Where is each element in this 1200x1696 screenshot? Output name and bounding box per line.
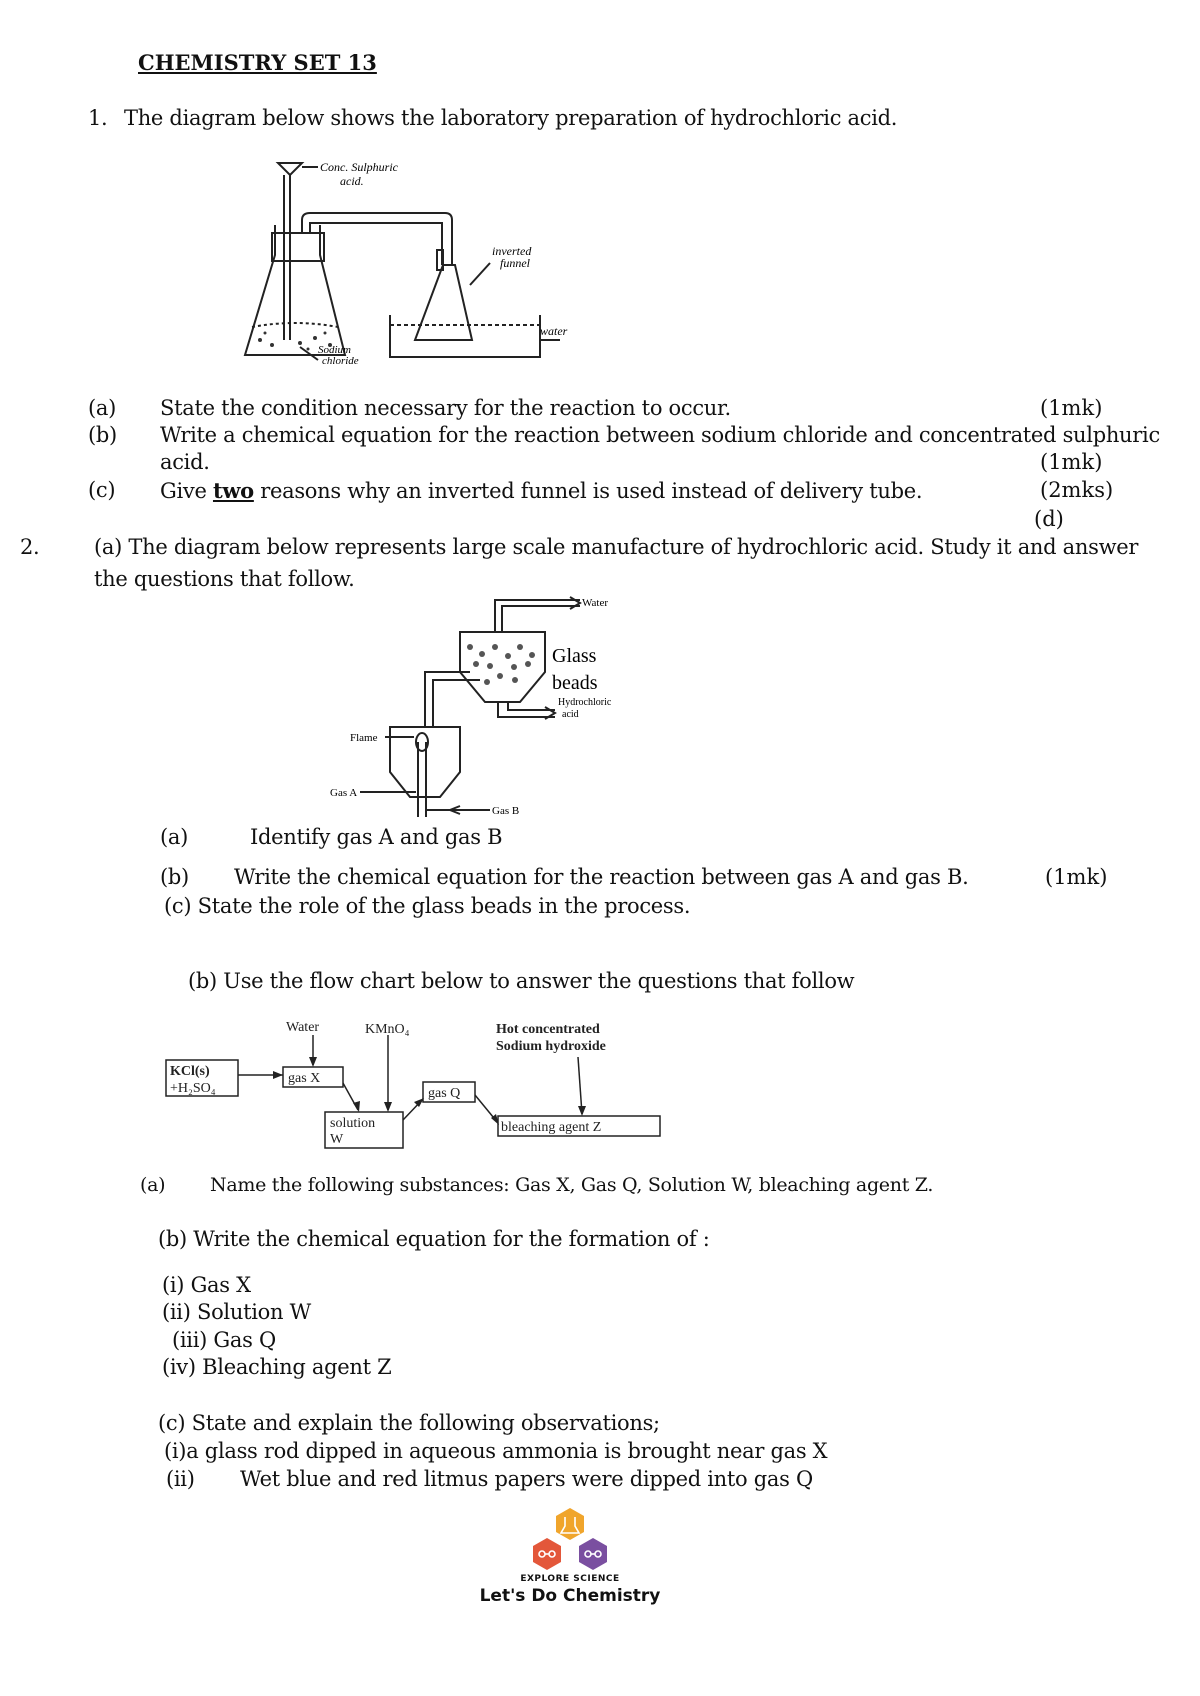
fc-item-1: (i)a glass rod dipped in aqueous ammonia is brought near gas X: [164, 1439, 828, 1463]
q2b-marks: (1mk): [1045, 865, 1108, 889]
gas-a-label: Gas A: [330, 787, 358, 799]
q1a-text: State the condition necessary for the reaction to occur.: [160, 396, 731, 420]
q2-number: 2.: [20, 535, 40, 559]
flow-hot-1: Hot concentrated: [496, 1022, 600, 1037]
flow-gas-q: gas Q: [428, 1086, 461, 1101]
hcl-label-1: Hydrochloric: [558, 697, 612, 708]
q1c-text-before: Give: [160, 479, 213, 503]
flow-gas-x: gas X: [288, 1071, 321, 1086]
fa-text: Name the following substances: Gas X, Gas Q, Solution W, bleaching agent Z.: [210, 1174, 934, 1196]
flow-bleach: bleaching agent Z: [501, 1120, 602, 1135]
flow-solution-1: solution: [330, 1116, 376, 1131]
fb-item-1: (i) Gas X: [162, 1273, 251, 1297]
flow-kcl-2: +H₂SO₄: [170, 1081, 216, 1096]
q2-intro-line1: (a) The diagram below represents large scale manufacture of hydrochloric acid. Study it and answer: [94, 535, 1139, 559]
q1a-label: (a): [88, 396, 117, 420]
q1b-label: (b): [88, 423, 117, 447]
glass-beads-label-1: Glass: [552, 645, 597, 667]
q1c-text: [160, 478, 922, 503]
fc-item-2-text: Wet blue and red litmus papers were dipped into gas Q: [240, 1467, 813, 1491]
conc-acid-label-1: Conc. Sulphuric: [320, 160, 398, 174]
q2c-text: (c) State the role of the glass beads in the process.: [164, 894, 691, 918]
flow-hot-2: Sodium hydroxide: [496, 1039, 606, 1054]
flow-kmno4: KMnO₄: [365, 1022, 410, 1037]
q2b-text: Write the chemical equation for the reaction between gas A and gas B.: [234, 865, 969, 889]
q2-b-intro: (b) Use the flow chart below to answer the questions that follow: [188, 969, 855, 993]
q1c-text-after: reasons why an inverted funnel is used instead of delivery tube.: [253, 479, 923, 503]
logo-name: Let's Do Chemistry: [479, 1586, 661, 1606]
molecule-hex-icon: [455, 1500, 685, 1580]
fb-item-2: (ii) Solution W: [162, 1300, 311, 1324]
brand-logo: [455, 1500, 685, 1610]
flow-chart: [160, 1015, 670, 1150]
q2a-label: (a): [160, 825, 189, 849]
sodium-chloride-label-2: chloride: [322, 355, 359, 365]
flow-kcl-1: KCl(s): [170, 1064, 210, 1079]
glass-beads-label-2: beads: [552, 672, 598, 694]
page-title: CHEMISTRY SET 13: [138, 50, 377, 75]
water-label: water: [540, 324, 568, 338]
q1a-marks: (1mk): [1040, 396, 1103, 420]
q1c-marks: (2mks): [1040, 478, 1114, 502]
flame-label: Flame: [350, 732, 378, 744]
fb-item-3: (iii) Gas Q: [172, 1328, 276, 1352]
fa-label: (a): [140, 1174, 166, 1196]
sodium-chloride-label-1: Sodium: [318, 344, 351, 356]
flow-solution-2: W: [330, 1132, 344, 1147]
water-label-2: Water: [582, 597, 608, 609]
gas-b-label: Gas B: [492, 805, 520, 817]
inverted-funnel-label-1: inverted: [492, 244, 532, 258]
q1-number: 1.: [88, 106, 108, 130]
flow-water: Water: [286, 1020, 320, 1035]
logo-tagline: EXPLORE SCIENCE: [520, 1574, 620, 1584]
q1c-label: (c): [88, 478, 116, 502]
q1b-marks: (1mk): [1040, 450, 1103, 474]
q1-intro: The diagram below shows the laboratory preparation of hydrochloric acid.: [124, 106, 898, 130]
fb-intro: (b) Write the chemical equation for the formation of :: [158, 1227, 710, 1251]
fc-intro: (c) State and explain the following observations;: [158, 1411, 660, 1435]
inverted-funnel-label-2: funnel: [500, 256, 530, 270]
q1c-text-bold: two: [212, 478, 254, 503]
hcl-lab-prep-diagram: [240, 155, 580, 365]
hcl-label-2: acid: [562, 709, 579, 720]
q2-intro-line2: the questions that follow.: [94, 567, 355, 591]
conc-acid-label-2: acid.: [340, 174, 364, 188]
q1b-text-2: acid.: [160, 450, 210, 474]
fc-item-2-label: (ii): [166, 1467, 195, 1491]
fb-item-4: (iv) Bleaching agent Z: [162, 1355, 392, 1379]
stray-d-label: (d): [1034, 507, 1064, 531]
q1b-text: Write a chemical equation for the reaction between sodium chloride and concentrated sulphuric: [160, 423, 1160, 447]
hcl-manufacture-diagram: [330, 592, 630, 822]
q2b-label: (b): [160, 865, 189, 889]
q2a-text: Identify gas A and gas B: [250, 825, 503, 849]
